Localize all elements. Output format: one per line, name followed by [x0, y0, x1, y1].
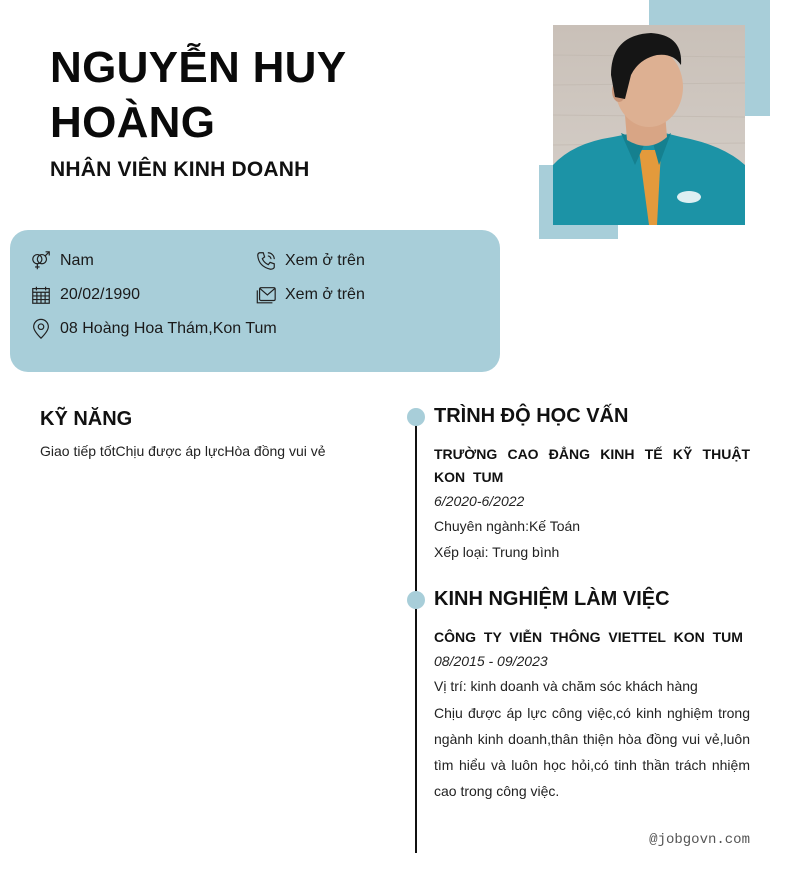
profile-photo [553, 25, 745, 225]
watermark: @jobgovn.com [649, 832, 750, 848]
timeline-dot-experience [407, 591, 425, 609]
birthday-value: 20/02/1990 [60, 286, 141, 303]
education-major: Chuyên ngành:Kế Toán [434, 518, 581, 534]
address-field [30, 317, 277, 341]
experience-position: Vị trí: kinh doanh và chăm sóc khách hàng [434, 678, 698, 694]
phone-field [255, 249, 365, 273]
education-heading: TRÌNH ĐỘ HỌC VẤN [434, 405, 629, 427]
gender-value: Nam [60, 252, 94, 269]
timeline-dot-education [407, 408, 425, 426]
experience-company: CÔNG TY VIỄN THÔNG VIETTEL KON TUM [434, 629, 743, 645]
experience-description: Chịu được áp lực công việc,có kinh nghiệm trong ngành kinh doanh,thân thiện hòa đồng vui vẻ,luôn tìm hiểu và luôn học hỏi,có tinh thần trách nhiệm cao trong công việc. [434, 705, 750, 799]
timeline-line [415, 418, 417, 853]
education-school: TRƯỜNG CAO ĐẲNG KINH TẾ KỸ THUẬT KON TUM [434, 446, 750, 485]
job-title: NHÂN VIÊN KINH DOANH [50, 158, 310, 181]
experience-heading: KINH NGHIỆM LÀM VIỆC [434, 588, 670, 610]
birthday-field [30, 283, 140, 307]
candidate-name: NGUYỄN HUY HOÀNG [50, 43, 346, 147]
email-icon [255, 284, 277, 306]
email-field [255, 283, 365, 307]
personal-info-panel [10, 230, 500, 372]
location-pin-icon [30, 318, 52, 340]
education-grade: Xếp loại: Trung bình [434, 544, 560, 560]
gender-icon [30, 250, 52, 272]
education-period: 6/2020-6/2022 [434, 493, 525, 509]
phone-value: Xem ở trên [285, 252, 365, 269]
person-portrait-icon [553, 25, 745, 225]
skills-text: Giao tiếp tốtChịu được áp lựcHòa đồng vui vẻ [40, 443, 326, 459]
experience-period: 08/2015 - 09/2023 [434, 653, 548, 669]
email-value: Xem ở trên [285, 286, 365, 303]
address-value: 08 Hoàng Hoa Thám,Kon Tum [60, 320, 277, 337]
gender-field [30, 249, 94, 273]
phone-icon [255, 250, 277, 272]
skills-heading: KỸ NĂNG [40, 408, 133, 430]
calendar-icon [30, 284, 52, 306]
